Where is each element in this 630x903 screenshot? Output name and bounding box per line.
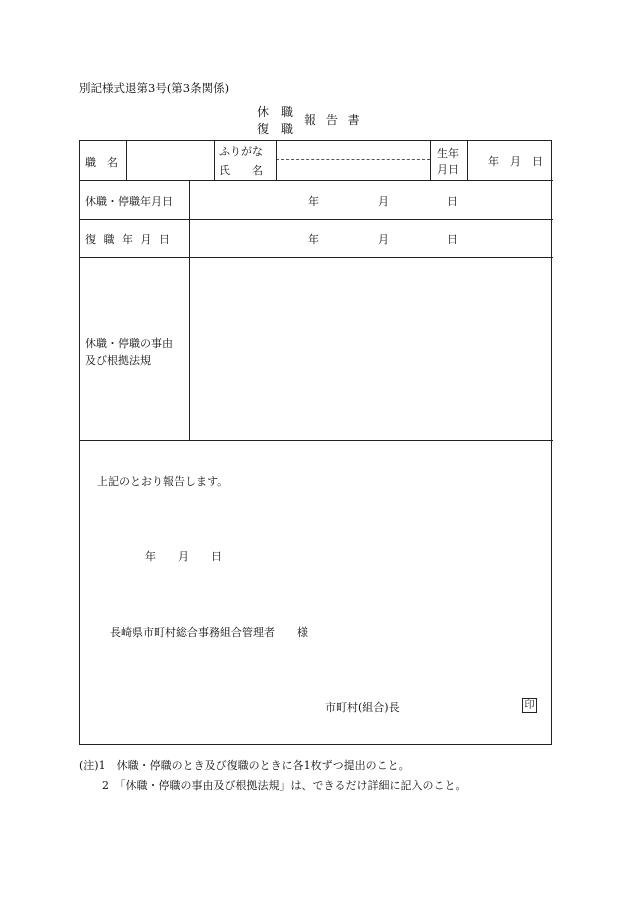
leave-date-label: 休職・停職年月日 [85, 195, 173, 208]
return-date-year[interactable]: 年 [308, 233, 319, 246]
name-label: 氏 名 [219, 164, 263, 177]
title-return: 復 職 [257, 122, 294, 136]
report-form [79, 140, 552, 745]
form-number: 別記様式退第3号(第3条関係) [79, 81, 230, 95]
job-title-value[interactable] [128, 143, 212, 178]
birth-date-label: 生年 [437, 147, 459, 160]
title-report: 報 告 書 [304, 113, 363, 127]
furigana-label: ふりがな [219, 145, 263, 158]
report-statement: 上記のとおり報告します。 [97, 475, 229, 488]
job-title-label: 職 名 [85, 156, 118, 169]
reason-value[interactable] [191, 259, 551, 438]
reporter-label: 市町村(組合)長 [325, 701, 400, 714]
leave-date-month[interactable]: 月 [378, 195, 389, 208]
birth-date-label-2: 月日 [437, 163, 459, 176]
name-value[interactable] [278, 161, 428, 179]
furigana-value[interactable] [278, 142, 428, 158]
reason-label: 休職・停職の事由 [85, 337, 173, 350]
return-date-month[interactable]: 月 [378, 233, 389, 246]
note-1: (注)1 休職・停職のとき及び復職のときに各1枚ずつ提出のこと。 [79, 759, 410, 772]
birth-date-value[interactable]: 年 月 日 [488, 155, 543, 168]
addressee: 長崎県市町村総合事務組合管理者 様 [110, 626, 308, 639]
reason-label-2: 及び根拠法規 [85, 354, 151, 367]
return-date-day[interactable]: 日 [447, 233, 458, 246]
title-leave: 休 職 [257, 105, 294, 119]
report-date[interactable]: 年 月 日 [145, 550, 222, 563]
leave-date-year[interactable]: 年 [308, 195, 319, 208]
note-2: 2 「休職・停職の事由及び根拠法規」は、できるだけ詳細に記入のこと。 [102, 779, 467, 792]
return-date-label: 復 職 年 月 日 [85, 233, 170, 246]
leave-date-day[interactable]: 日 [447, 195, 458, 208]
seal-icon: 印 [522, 698, 537, 713]
